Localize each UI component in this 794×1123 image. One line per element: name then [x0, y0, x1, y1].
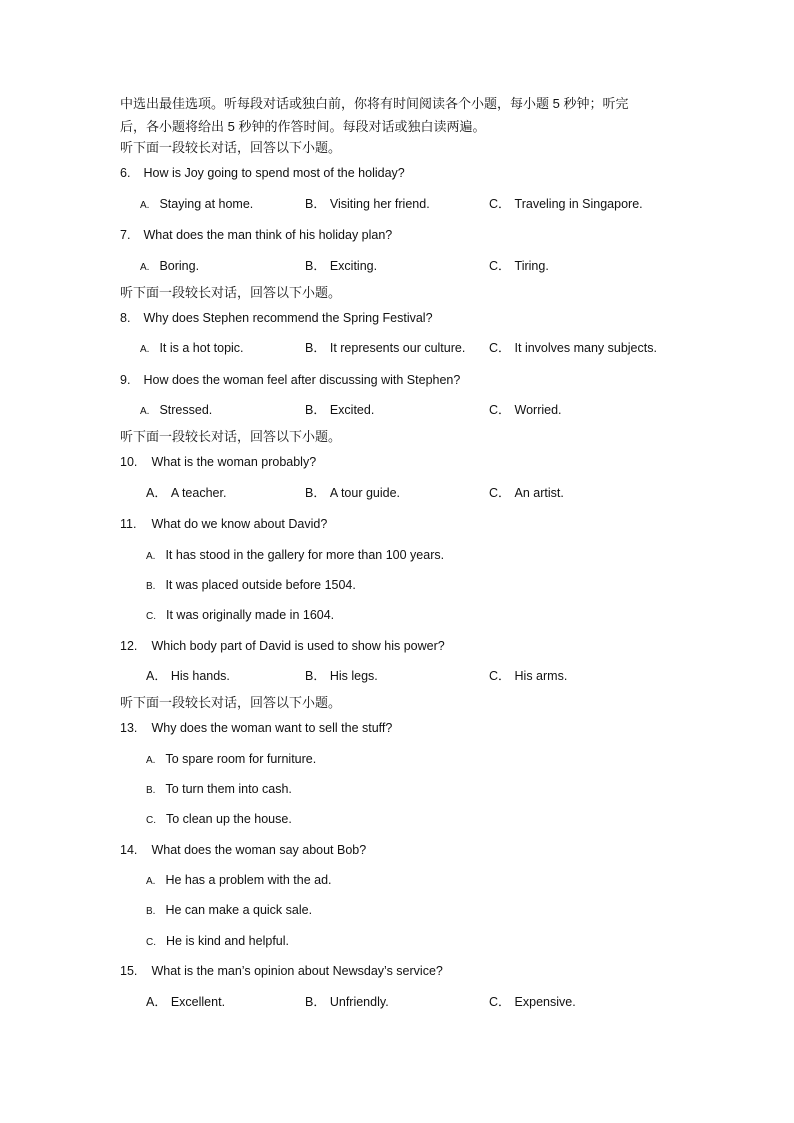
- option-c[interactable]: C． An artist.: [489, 486, 564, 500]
- question-number: 13.: [120, 721, 138, 735]
- option-b[interactable]: B. To turn them into cash.: [146, 782, 292, 796]
- question-number: 7.: [120, 228, 131, 242]
- question-text: What do we know about David?: [151, 517, 328, 531]
- question-number: 12.: [120, 639, 138, 653]
- option-c[interactable]: C． Worried.: [489, 403, 562, 417]
- option-a[interactable]: A． Excellent.: [146, 995, 226, 1009]
- option-c[interactable]: C． Tiring.: [489, 259, 549, 273]
- option-c[interactable]: C． It involves many subjects.: [489, 341, 657, 355]
- option-a[interactable]: A. Boring.: [140, 259, 200, 273]
- section-heading: 听下面一段较长对话，回答以下小题。: [120, 140, 342, 155]
- question-text: Which body part of David is used to show his power?: [151, 639, 445, 653]
- question-number: 10.: [120, 455, 138, 469]
- option-c[interactable]: C. It was originally made in 1604.: [146, 608, 335, 622]
- intro-line-1: 中选出最佳选项。听每段对话或独白前，你将有时间阅读各个小题，每小题 5 秒钟；听完: [120, 96, 629, 111]
- intro-line-2: 后，各小题将给出 5 秒钟的作答时间。每段对话或独白读两遍。: [120, 119, 486, 134]
- option-b[interactable]: B． Unfriendly.: [305, 995, 389, 1009]
- option-c[interactable]: C． Traveling in Singapore.: [489, 197, 643, 211]
- question-number: 14.: [120, 843, 138, 857]
- question-number: 6.: [120, 166, 131, 180]
- section-heading: 听下面一段较长对话，回答以下小题。: [120, 285, 342, 300]
- option-b[interactable]: B． Exciting.: [305, 259, 378, 273]
- question-text: How does the woman feel after discussing with Stephen?: [143, 373, 461, 387]
- question-text: How is Joy going to spend most of the holiday?: [143, 166, 405, 180]
- question-number: 15.: [120, 964, 138, 978]
- question-15: [120, 963, 443, 979]
- option-b[interactable]: B． Excited.: [305, 403, 375, 417]
- option-c[interactable]: C. To clean up the house.: [146, 812, 292, 826]
- option-a[interactable]: A． His hands.: [146, 669, 230, 683]
- question-text: Why does the woman want to sell the stuff?: [151, 721, 393, 735]
- option-b[interactable]: B. It was placed outside before 1504.: [146, 578, 356, 592]
- question-6: [120, 165, 405, 181]
- option-c[interactable]: C. He is kind and helpful.: [146, 934, 289, 948]
- option-c[interactable]: C． His arms.: [489, 669, 568, 683]
- option-b[interactable]: B． A tour guide.: [305, 486, 401, 500]
- question-text: What is the woman probably?: [151, 455, 317, 469]
- option-a[interactable]: A. It has stood in the gallery for more than 100 years.: [146, 548, 445, 562]
- section-heading: 听下面一段较长对话，回答以下小题。: [120, 429, 342, 444]
- question-14: [120, 842, 366, 858]
- question-8: [120, 310, 433, 326]
- question-9: [120, 372, 460, 388]
- option-b[interactable]: B． It represents our culture.: [305, 341, 466, 355]
- option-a[interactable]: A. To spare room for furniture.: [146, 752, 317, 766]
- option-c[interactable]: C． Expensive.: [489, 995, 576, 1009]
- option-b[interactable]: B. He can make a quick sale.: [146, 903, 313, 917]
- question-7: [120, 227, 392, 243]
- option-a[interactable]: A. It is a hot topic.: [140, 341, 244, 355]
- question-text: What is the man’s opinion about Newsday’s service?: [151, 964, 443, 978]
- question-text: What does the woman say about Bob?: [151, 843, 367, 857]
- option-b[interactable]: B． Visiting her friend.: [305, 197, 430, 211]
- question-12: [120, 638, 445, 654]
- option-a[interactable]: A. He has a problem with the ad.: [146, 873, 332, 887]
- option-a[interactable]: A. Stressed.: [140, 403, 213, 417]
- section-heading: 听下面一段较长对话，回答以下小题。: [120, 695, 342, 710]
- question-number: 8.: [120, 311, 131, 325]
- option-a[interactable]: A. Staying at home.: [140, 197, 254, 211]
- question-11: [120, 516, 327, 532]
- option-b[interactable]: B． His legs.: [305, 669, 378, 683]
- question-number: 11.: [120, 517, 137, 531]
- question-text: What does the man think of his holiday plan?: [143, 228, 393, 242]
- question-10: [120, 454, 316, 470]
- question-number: 9.: [120, 373, 131, 387]
- question-13: [120, 720, 392, 736]
- option-a[interactable]: A． A teacher.: [146, 486, 227, 500]
- question-text: Why does Stephen recommend the Spring Festival?: [143, 311, 433, 325]
